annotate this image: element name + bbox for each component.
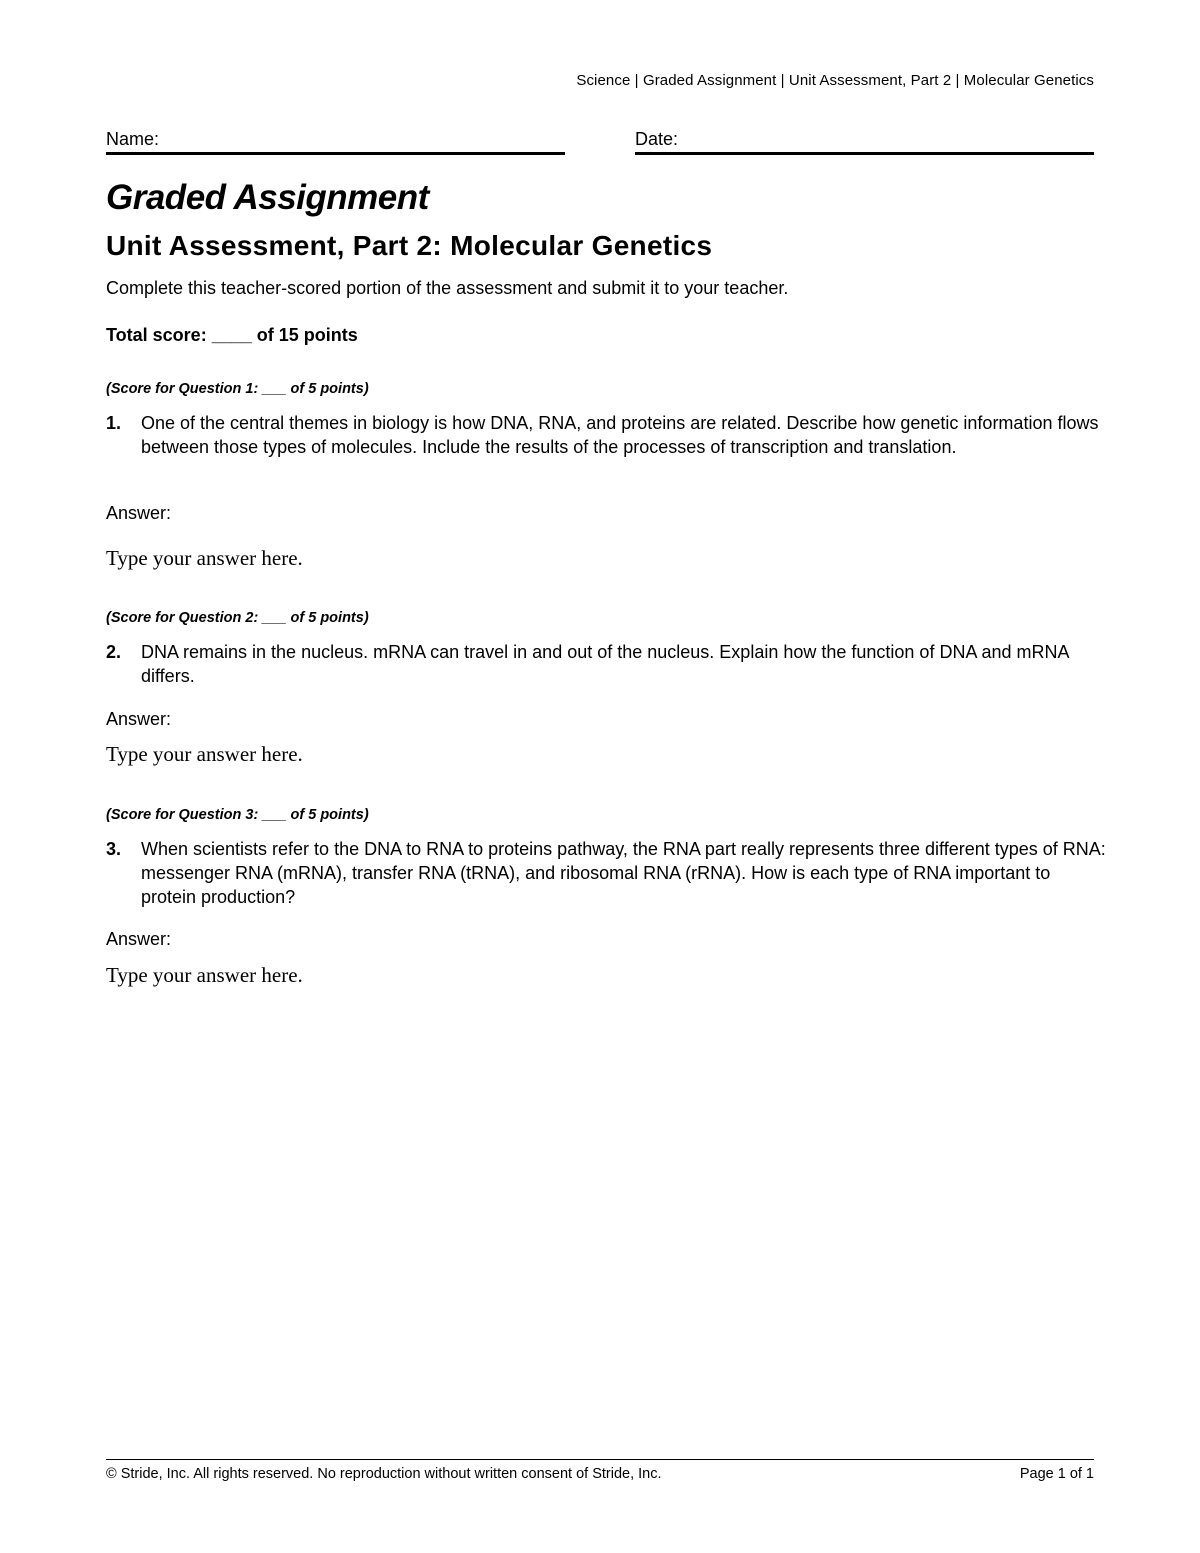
- question-3-answer-label: Answer:: [106, 929, 172, 949]
- footer-divider: [106, 1459, 1094, 1460]
- question-2-text: DNA remains in the nucleus. mRNA can travel in and out of the nucleus. Explain how the function of DNA and mRNA differs.: [141, 642, 1069, 686]
- question-3-number: 3.: [106, 839, 122, 859]
- name-label: Name:: [106, 129, 160, 149]
- name-field[interactable]: [106, 128, 565, 155]
- page-title: Graded Assignment: [106, 178, 429, 217]
- date-label: Date:: [635, 129, 679, 149]
- question-2-answer-label: Answer:: [106, 709, 172, 729]
- question-1-answer-field[interactable]: Type your answer here.: [106, 546, 303, 570]
- total-score: Total score: ____ of 15 points: [106, 325, 358, 345]
- date-field[interactable]: [635, 128, 1094, 155]
- question-2-score: (Score for Question 2: ___ of 5 points): [106, 610, 369, 626]
- question-1-number: 1.: [106, 413, 122, 433]
- question-1-text: One of the central themes in biology is how DNA, RNA, and proteins are related. Describe how genetic information flows between those types of molecules. Include the results of the processes of transcription and translation.: [141, 413, 1099, 457]
- question-3-text: When scientists refer to the DNA to RNA to proteins pathway, the RNA part really represents three different types of RNA: messenger RNA (mRNA), transfer RNA (tRNA), and ribosomal RNA (rRNA). How is each type of RNA important to protein production?: [141, 839, 1106, 907]
- question-3-answer-field[interactable]: Type your answer here.: [106, 963, 303, 987]
- question-1-answer-label: Answer:: [106, 503, 172, 523]
- question-1-score: (Score for Question 1: ___ of 5 points): [106, 381, 369, 397]
- footer-page-number: Page 1 of 1: [1019, 1466, 1094, 1482]
- footer-copyright: © Stride, Inc. All rights reserved. No reproduction without written consent of Stride, Inc.: [106, 1466, 662, 1482]
- question-2-number: 2.: [106, 642, 122, 662]
- question-1: [106, 411, 1106, 459]
- question-3: [106, 837, 1106, 909]
- page-subtitle: Unit Assessment, Part 2: Molecular Genetics: [106, 230, 713, 261]
- question-3-score: (Score for Question 3: ___ of 5 points): [106, 807, 369, 823]
- instructions-text: Complete this teacher-scored portion of the assessment and submit it to your teacher.: [106, 278, 789, 298]
- question-2-answer-field[interactable]: Type your answer here.: [106, 742, 303, 766]
- question-2: [106, 640, 1106, 688]
- header-breadcrumb: Science | Graded Assignment | Unit Assessment, Part 2 | Molecular Genetics: [576, 72, 1094, 89]
